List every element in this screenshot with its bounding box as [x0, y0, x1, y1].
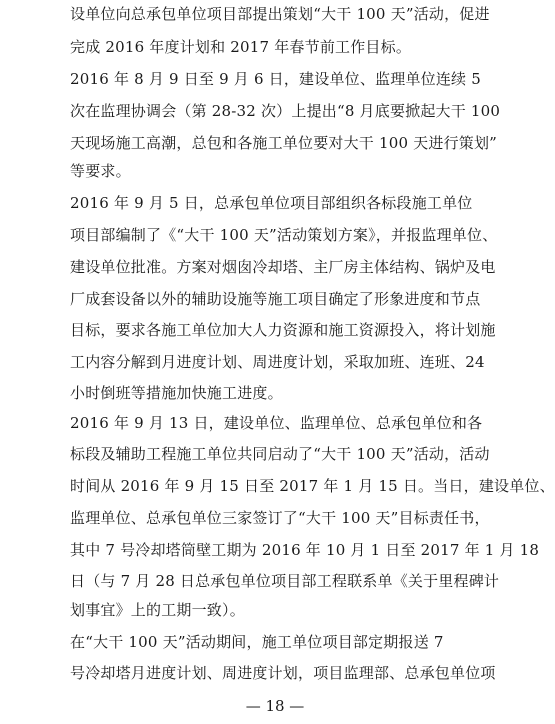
text-line: 次在监理协调会（第 28-32 次）上提出“8 月底要掀起大干 100 [70, 102, 501, 120]
text-line: 建设单位批准。方案对烟囱冷却塔、主厂房主体结构、锅炉及电 [70, 258, 496, 276]
text-line: 日（与 7 月 28 日总承包单位项目部工程联系单《关于里程碑计 [70, 572, 500, 590]
text-line: 在“大干 100 天”活动期间，施工单位项目部定期报送 7 [70, 633, 444, 651]
text-line: 天现场施工高潮，总包和各施工单位要对大干 100 天进行策划” [70, 134, 498, 152]
text-line: 划事宜》上的工期一致）。 [70, 601, 245, 619]
text-line: 标段及辅助工程施工单位共同启动了“大干 100 天”活动，活动 [70, 445, 490, 463]
text-line: 监理单位、总承包单位三家签订了“大干 100 天”目标责任书， [70, 509, 490, 527]
text-line: 2016 年 9 月 5 日，总承包单位项目部组织各标段施工单位 [70, 194, 473, 212]
text-line: 其中 7 号冷却塔筒壁工期为 2016 年 10 月 1 日至 2017 年 1 月 18 [70, 541, 540, 559]
text-line: 设单位向总承包单位项目部提出策划“大干 100 天”活动，促进 [70, 5, 490, 23]
page-number: — 18 — [245, 697, 305, 715]
text-line: 工内容分解到月进度计划、周进度计划，采取加班、连班、24 [70, 353, 485, 371]
text-line: 项目部编制了《“大干 100 天”活动策划方案》，并报监理单位、 [70, 226, 498, 244]
text-line: 2016 年 9 月 13 日，建设单位、监理单位、总承包单位和各 [70, 414, 483, 432]
text-line: 时间从 2016 年 9 月 15 日至 2017 年 1 月 15 日。当日，建设单位、 [70, 477, 555, 495]
text-line: 完成 2016 年度计划和 2017 年春节前工作目标。 [70, 38, 412, 56]
text-line: 号冷却塔月进度计划、周进度计划，项目监理部、总承包单位项 [70, 664, 496, 682]
text-line: 2016 年 8 月 9 日至 9 月 6 日，建设单位、监理单位连续 5 [70, 70, 481, 88]
text-line: 等要求。 [70, 162, 131, 180]
text-line: 小时倒班等措施加快施工进度。 [70, 384, 283, 402]
text-line: 目标，要求各施工单位加大人力资源和施工资源投入，将计划施 [70, 321, 496, 339]
text-line: 厂成套设备以外的辅助设施等施工项目确定了形象进度和节点 [70, 290, 481, 308]
